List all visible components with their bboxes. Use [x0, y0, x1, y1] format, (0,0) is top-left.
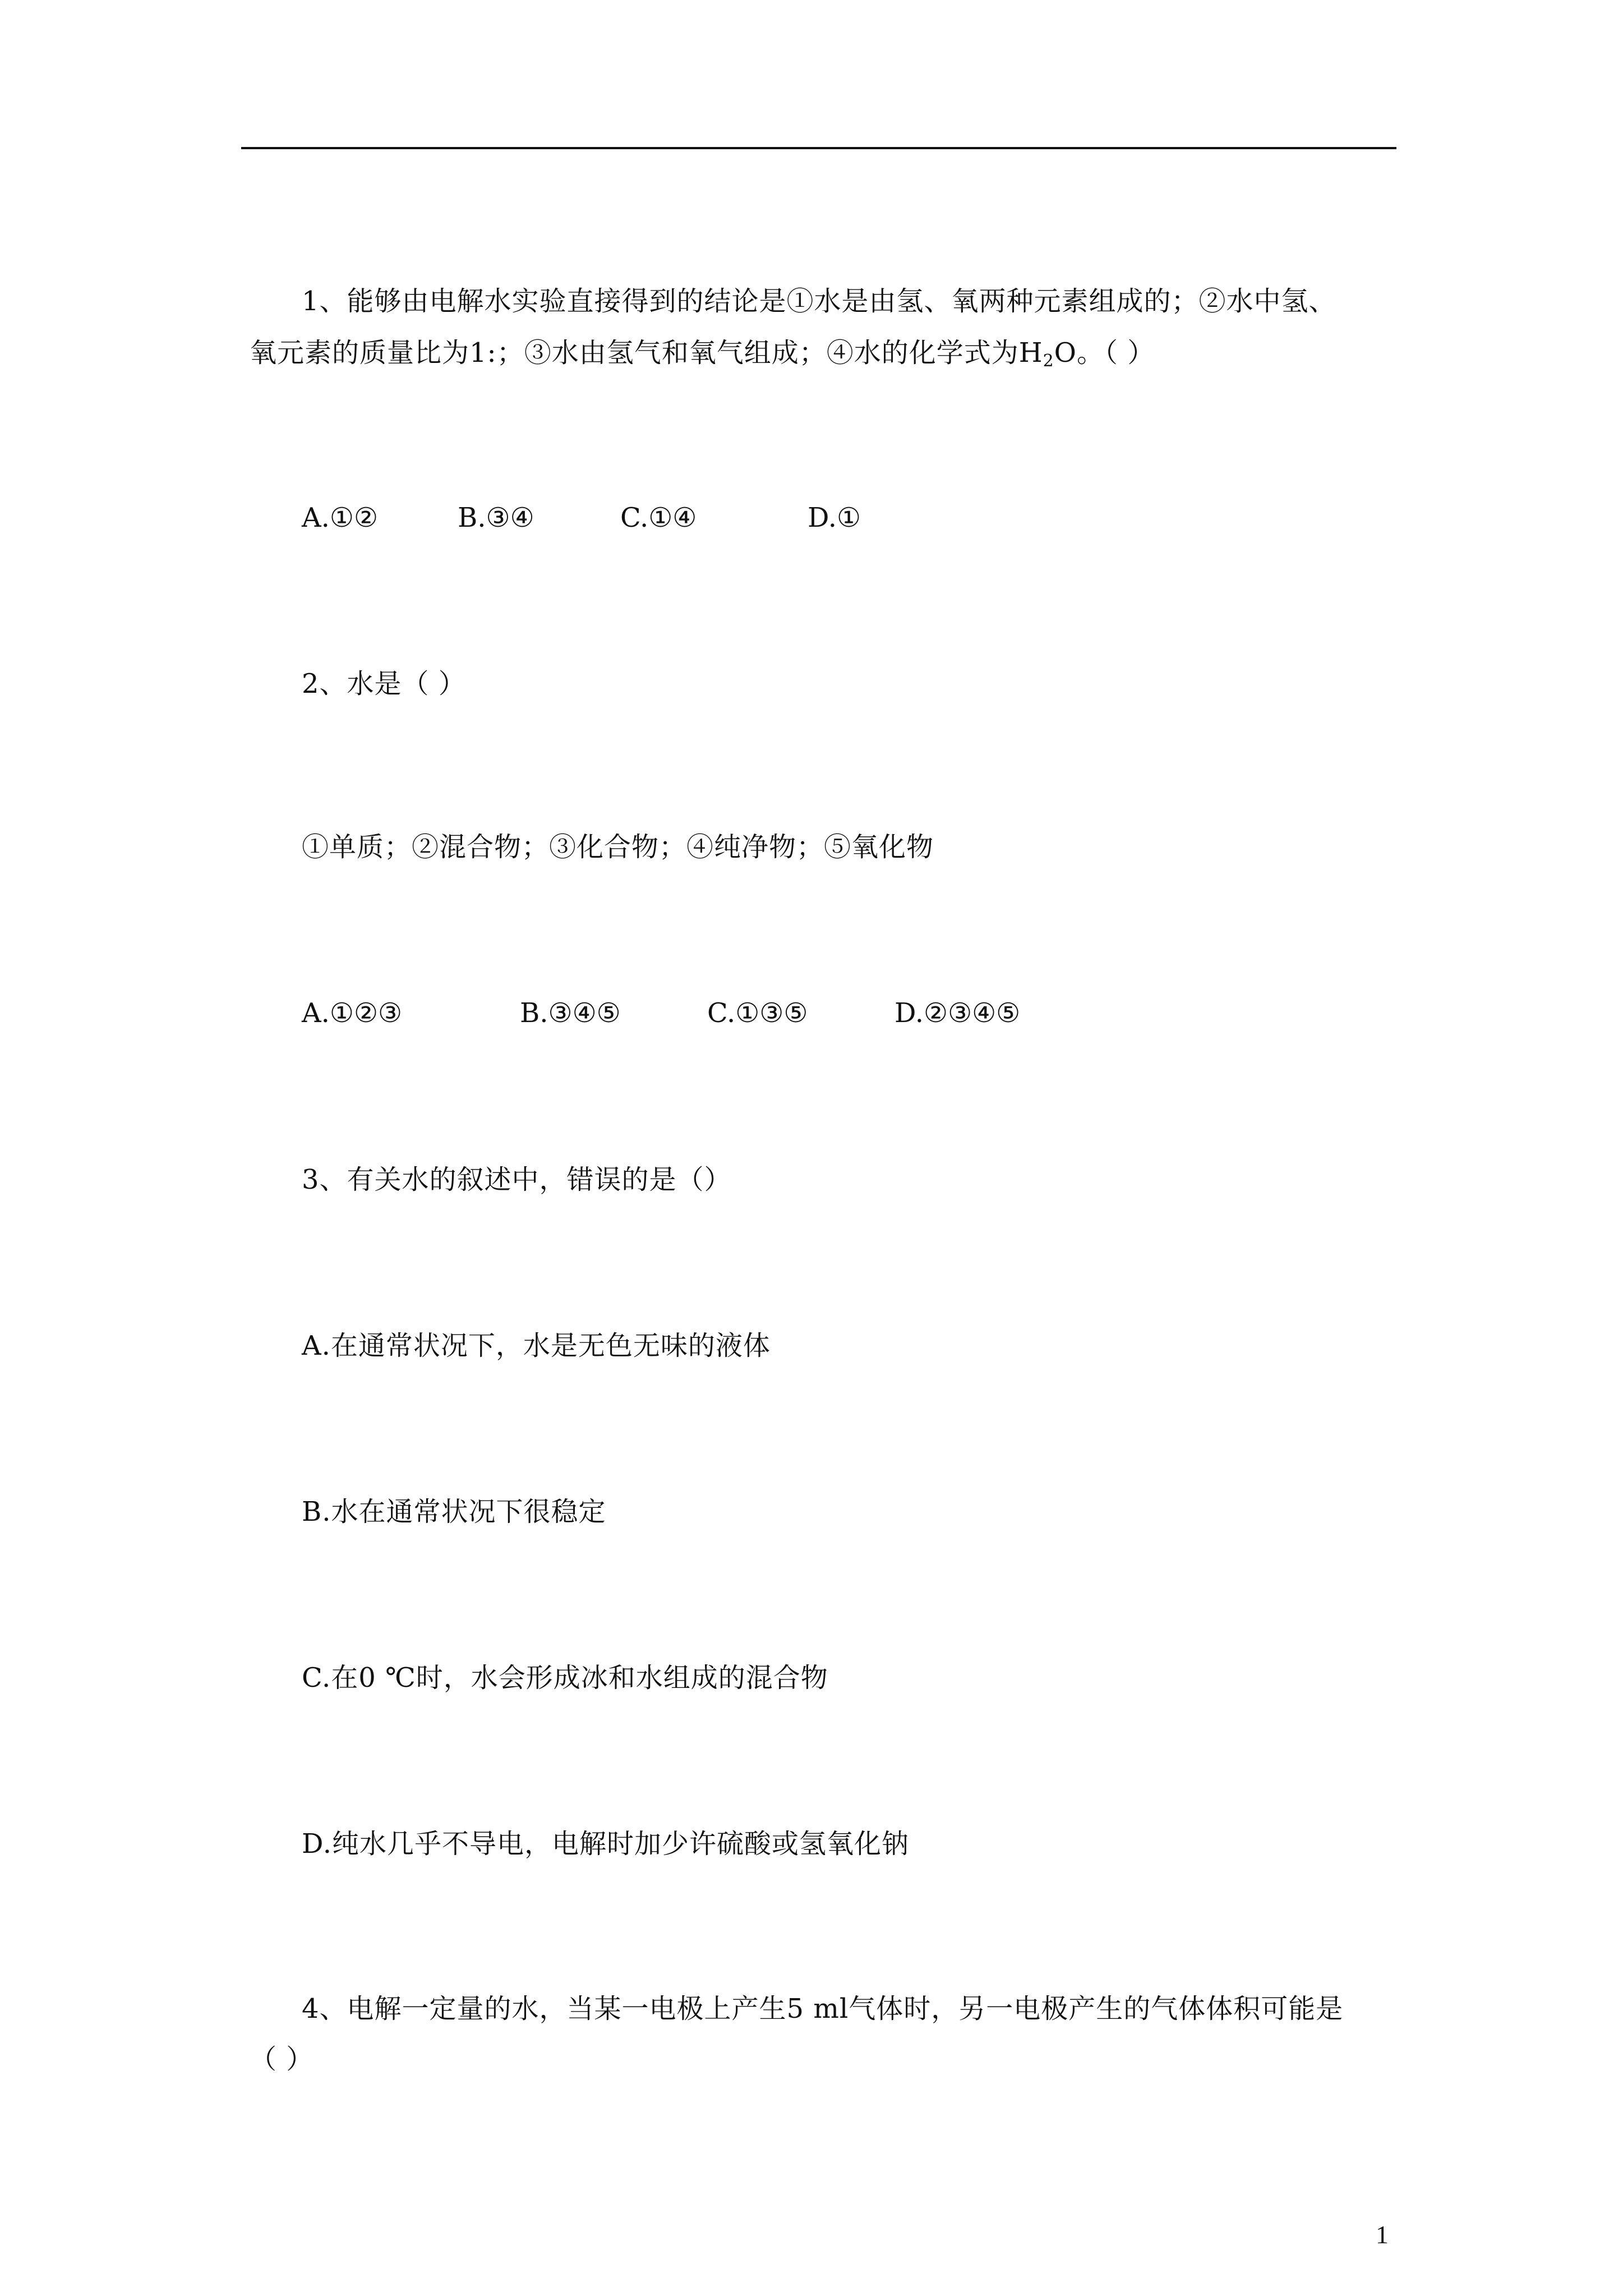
formula-tail: O。（ ） [1054, 337, 1155, 369]
question-4-line-1: 4、电解一定量的水，当某一电极上产生5 ml气体时，另一电极产生的气体体积可能是 [302, 1993, 1344, 2024]
question-2-option-b: B.③④⑤ [520, 997, 621, 1029]
question-2-option-d: D.②③④⑤ [895, 997, 1021, 1029]
question-3-option-b: B.水在通常状况下很稳定 [302, 1496, 606, 1527]
formula-base: H [1018, 337, 1043, 369]
question-3-option-c: C.在0 ℃时，水会形成冰和水组成的混合物 [302, 1662, 828, 1694]
question-3-option-a: A.在通常状况下，水是无色无味的液体 [302, 1330, 771, 1361]
question-2-items: ①单质；②混合物；③化合物；④纯净物；⑤氧化物 [302, 831, 934, 863]
question-1-text: 氧元素的质量比为1:；③水由氢气和氧气组成；④水的化学式为 [250, 337, 1019, 369]
question-2-option-c: C.①③⑤ [707, 997, 808, 1029]
question-3-stem: 3、有关水的叙述中，错误的是（） [302, 1164, 732, 1195]
formula-subscript: 2 [1043, 351, 1054, 371]
page-number: 1 [1376, 2220, 1389, 2249]
question-2-option-a: A.①②③ [302, 997, 403, 1029]
water-formula [1019, 337, 1054, 369]
question-4-line-2: （ ） [250, 2044, 314, 2075]
question-1-option-b: B.③④ [458, 502, 534, 533]
question-2-stem: 2、水是（ ） [302, 668, 466, 700]
question-1-line-1: 1、能够由电解水实验直接得到的结论是①水是由氢、氧两种元素组成的；②水中氢、 [302, 286, 1336, 317]
question-1-option-d: D.① [808, 502, 861, 533]
header-rule [241, 147, 1396, 149]
question-3-option-d: D.纯水几乎不导电，电解时加少许硫酸或氢氧化钠 [302, 1828, 910, 1860]
question-1-option-c: C.①④ [620, 502, 697, 533]
question-1-line-2 [250, 335, 1155, 370]
question-1-option-a: A.①② [302, 502, 378, 533]
